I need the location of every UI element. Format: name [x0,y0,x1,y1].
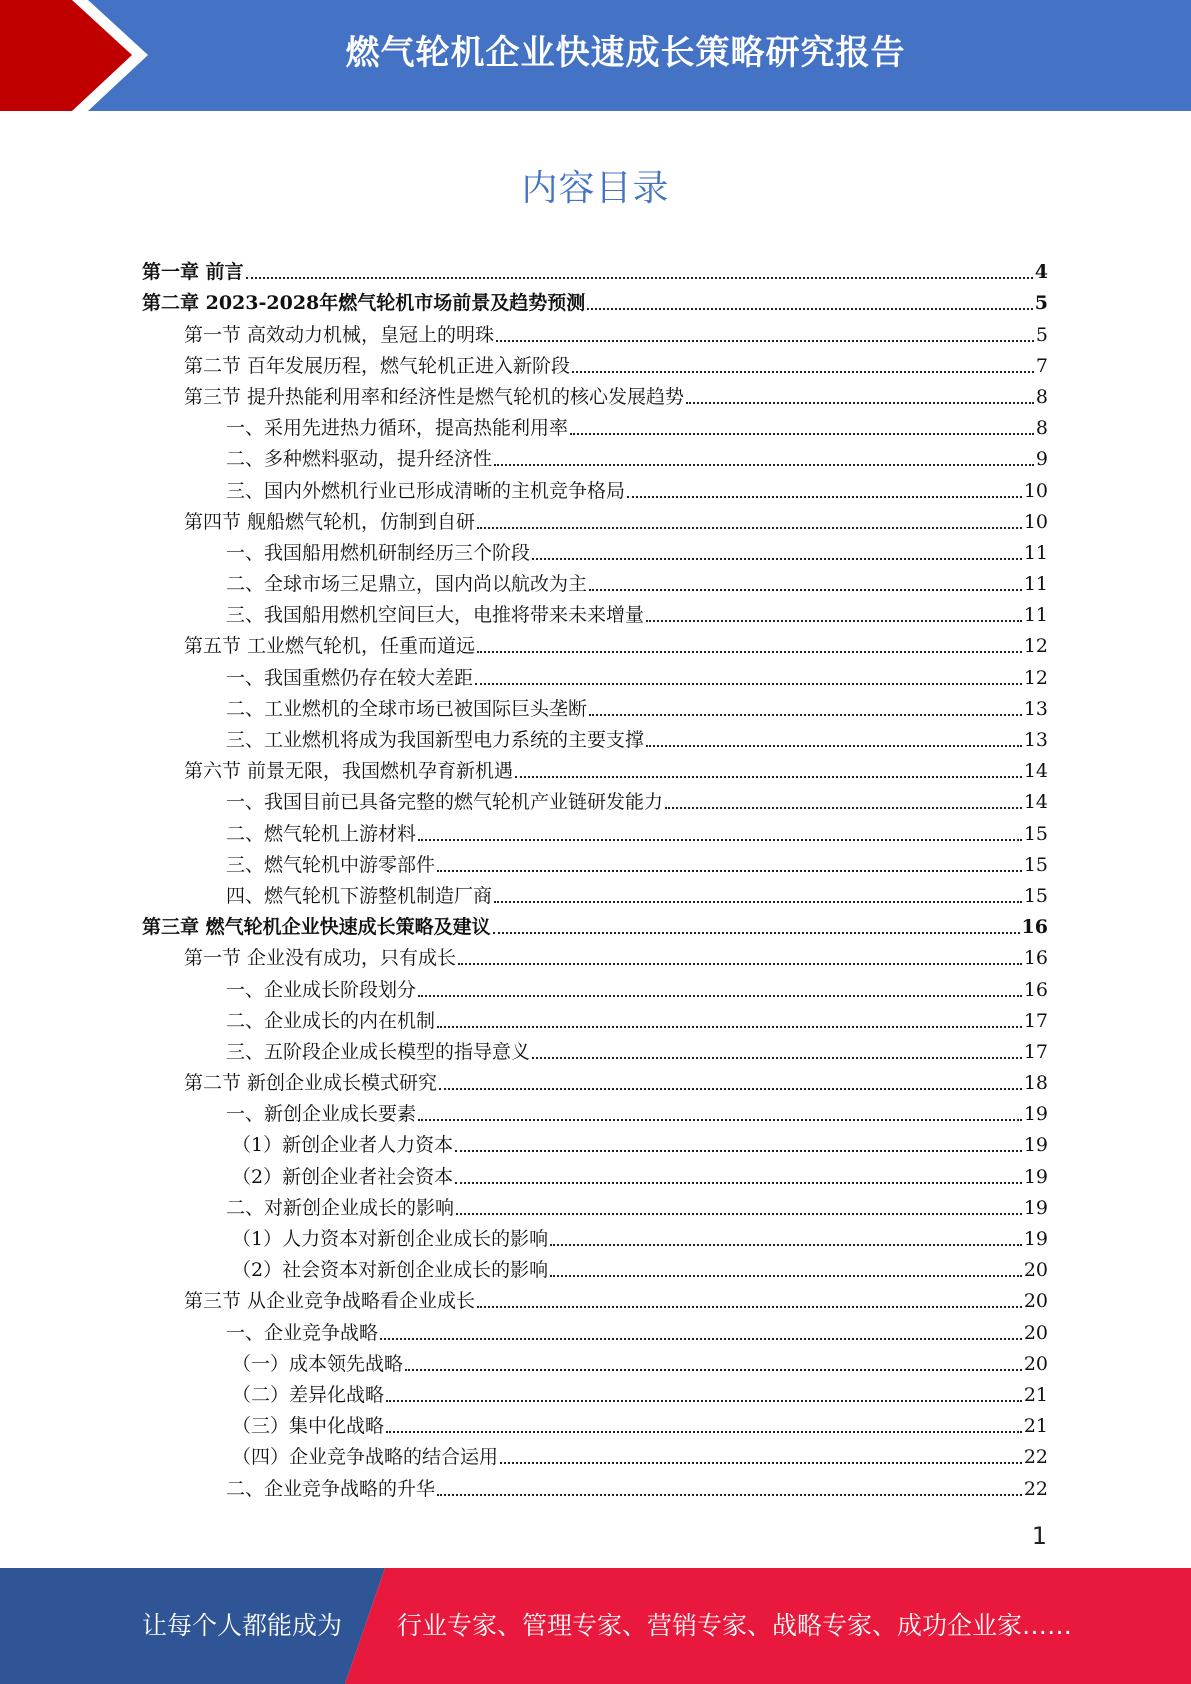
toc-entry-title: （一）成本领先战略 [232,1352,404,1375]
toc-entry-page: 20 [1023,1290,1048,1313]
toc-leader-dots [550,1244,1022,1246]
toc-entry-title: 二、全球市场三足鼎立，国内尚以航改为主 [226,573,588,596]
toc-entry-title: （三）集中化战略 [232,1415,385,1438]
toc-entry-title: （2）社会资本对新创企业成长的影响 [232,1259,549,1282]
toc-leader-dots [570,433,1034,435]
toc-leader-dots [386,1400,1022,1402]
toc-entry-title: 第二节 百年发展历程，燃气轮机正进入新阶段 [184,354,571,377]
toc-entry[interactable] [142,815,1048,846]
toc-entry-page: 4 [1034,261,1048,284]
toc-leader-dots [532,1057,1022,1059]
toc-entry[interactable] [142,1377,1048,1408]
toc-entry-page: 16 [1021,916,1048,939]
toc-entry-page: 21 [1023,1383,1048,1406]
toc-leader-dots [494,464,1034,466]
toc-leader-dots [587,308,1033,310]
toc-leader-dots [458,963,1022,965]
toc-entry-title: 一、采用先进热力循环，提高热能利用率 [226,417,569,440]
toc-entry-page: 19 [1023,1228,1048,1250]
toc-entry[interactable] [142,504,1048,535]
toc-entry-page: 19 [1023,1196,1048,1219]
toc-entry[interactable] [142,784,1048,815]
toc-leader-dots [405,1369,1022,1371]
report-title: 燃气轮机企业快速成长策略研究报告 [345,33,906,73]
toc-entry-page: 11 [1023,541,1048,564]
toc-entry-title: 一、我国目前已具备完整的燃气轮机产业链研发能力 [226,791,664,814]
toc-leader-dots [686,402,1034,404]
toc-entry[interactable] [142,566,1048,597]
toc-leader-dots [589,714,1022,716]
toc-entry-title: 第五节 工业燃气轮机，任重而道远 [184,635,476,658]
toc-entry[interactable] [142,722,1048,753]
toc-entry-page: 7 [1035,354,1048,377]
toc-entry-title: 第二节 新创企业成长模式研究 [184,1072,438,1095]
toc-leader-dots [515,776,1022,778]
toc-entry-page: 13 [1023,697,1048,720]
toc-entry[interactable] [142,1221,1048,1252]
toc-entry[interactable] [142,909,1048,940]
toc-entry-page: 19 [1023,1103,1048,1126]
toc-entry[interactable] [142,1470,1048,1501]
toc-leader-dots [437,870,1022,872]
table-of-contents [142,254,1048,1502]
toc-entry-page: 5 [1035,323,1048,346]
toc-entry-page: 15 [1023,822,1048,845]
toc-entry-page: 14 [1023,791,1048,814]
toc-entry[interactable] [142,1252,1048,1283]
toc-entry-page: 20 [1023,1259,1048,1282]
toc-entry-title: 一、我国船用燃机研制经历三个阶段 [226,541,531,564]
toc-entry[interactable] [142,535,1048,566]
toc-entry-title: 三、国内外燃机行业已形成清晰的主机竞争格局 [226,479,626,502]
footer-slogan-left: 让每个人都能成为 [142,1611,343,1640]
toc-entry-page: 18 [1023,1072,1048,1095]
toc-leader-dots [246,277,1033,279]
toc-entry[interactable] [142,285,1048,316]
toc-entry[interactable] [142,691,1048,722]
toc-entry-title: 第三节 提升热能利用率和经济性是燃气轮机的核心发展趋势 [184,385,685,408]
toc-leader-dots [493,932,1020,934]
toc-entry-title: 二、工业燃机的全球市场已被国际巨头垄断 [226,697,588,720]
toc-entry[interactable] [142,1003,1048,1034]
toc-entry[interactable] [142,659,1048,690]
toc-leader-dots [418,1119,1022,1121]
toc-entry-title: （二）差异化战略 [232,1383,385,1406]
toc-leader-dots [627,496,1022,498]
toc-entry-title: 二、企业成长的内在机制 [226,1009,436,1032]
toc-entry-title: 第二章 2023-2028年燃气轮机市场前景及趋势预测 [142,292,586,315]
toc-leader-dots [475,683,1022,685]
toc-entry-page: 19 [1023,1134,1048,1157]
toc-entry-page: 16 [1023,947,1048,970]
toc-leader-dots [455,1150,1022,1152]
toc-entry-title: 第一节 高效动力机械，皇冠上的明珠 [184,323,495,346]
toc-entry[interactable] [142,1127,1048,1158]
toc-leader-dots [496,340,1034,342]
toc-entry[interactable] [142,597,1048,628]
toc-entry[interactable] [142,1346,1048,1377]
toc-leader-dots [646,745,1022,747]
page-header [0,0,1191,111]
toc-entry-title: 三、五阶段企业成长模型的指导意义 [226,1040,531,1063]
toc-entry-page: 8 [1035,385,1048,408]
toc-leader-dots [455,1182,1022,1184]
toc-entry-title: 第四节 舰船燃气轮机，仿制到自研 [184,510,476,533]
toc-entry-title: 三、燃气轮机中游零部件 [226,853,436,876]
toc-entry-page: 12 [1023,666,1048,689]
toc-leader-dots [500,1462,1022,1464]
toc-entry[interactable] [142,1283,1048,1314]
toc-entry-page: 20 [1023,1321,1048,1344]
toc-leader-dots [380,1338,1022,1340]
toc-entry-title: （四）企业竞争战略的结合运用 [232,1446,499,1469]
toc-leader-dots [646,620,1022,622]
toc-entry-page: 14 [1023,760,1048,783]
toc-entry-title: 二、多种燃料驱动，提升经济性 [226,448,493,471]
toc-leader-dots [437,1026,1022,1028]
toc-entry[interactable] [142,753,1048,784]
toc-entry[interactable] [142,1408,1048,1439]
toc-entry-title: 三、我国船用燃机空间巨大，电推将带来未来增量 [226,604,645,627]
toc-entry-page: 8 [1035,417,1048,440]
toc-entry-page: 17 [1023,1040,1048,1063]
toc-entry[interactable] [142,1190,1048,1221]
toc-entry[interactable] [142,379,1048,410]
toc-entry-page: 17 [1023,1009,1048,1032]
toc-leader-dots [477,527,1022,529]
toc-entry-page: 15 [1023,853,1048,876]
toc-leader-dots [439,1088,1022,1090]
toc-leader-dots [418,839,1022,841]
footer-slogan-right: 行业专家、管理专家、营销专家、战略专家、成功企业家…… [397,1611,1073,1640]
toc-entry-title: 二、对新创企业成长的影响 [226,1196,455,1219]
toc-entry[interactable] [142,1158,1048,1189]
toc-entry-title: （1）人力资本对新创企业成长的影响 [232,1228,549,1250]
toc-entry-page: 19 [1023,1165,1048,1188]
toc-entry-title: 一、企业竞争战略 [226,1321,379,1344]
toc-entry-page: 10 [1023,510,1048,533]
toc-entry[interactable] [142,971,1048,1002]
toc-leader-dots [550,1275,1022,1277]
toc-entry[interactable] [142,628,1048,659]
toc-heading: 内容目录 [521,168,670,209]
toc-entry[interactable] [142,1065,1048,1096]
toc-leader-dots [532,558,1022,560]
toc-leader-dots [589,589,1022,591]
toc-entry[interactable] [142,1096,1048,1127]
toc-entry[interactable] [142,940,1048,971]
toc-leader-dots [572,371,1034,373]
toc-entry-title: 一、新创企业成长要素 [226,1103,417,1126]
toc-leader-dots [477,1306,1022,1308]
toc-leader-dots [456,1213,1022,1215]
toc-entry[interactable] [142,847,1048,878]
toc-entry[interactable] [142,1034,1048,1065]
toc-entry-page: 16 [1023,978,1048,1001]
toc-entry[interactable] [142,1439,1048,1470]
toc-entry-page: 22 [1023,1477,1048,1500]
toc-entry-title: （1）新创企业者人力资本 [232,1134,454,1157]
toc-leader-dots [477,651,1022,653]
toc-entry-page: 9 [1035,448,1048,471]
toc-leader-dots [494,901,1022,903]
toc-entry[interactable] [142,1314,1048,1345]
toc-entry-page: 15 [1023,884,1048,907]
toc-entry-title: 第一节 企业没有成功，只有成长 [184,947,457,970]
toc-entry[interactable] [142,441,1048,472]
toc-entry[interactable] [142,410,1048,441]
toc-entry-page: 10 [1023,479,1048,502]
toc-entry-title: 二、燃气轮机上游材料 [226,822,417,845]
toc-entry[interactable] [142,316,1048,347]
toc-entry-page: 5 [1034,292,1048,315]
toc-leader-dots [386,1431,1022,1433]
toc-leader-dots [665,807,1022,809]
toc-entry-page: 12 [1023,635,1048,658]
toc-leader-dots [437,1494,1022,1496]
toc-entry[interactable] [142,254,1048,285]
toc-entry-title: 一、我国重燃仍存在较大差距 [226,666,474,689]
toc-entry[interactable] [142,472,1048,503]
toc-entry-title: 四、燃气轮机下游整机制造厂商 [226,884,493,907]
toc-entry[interactable] [142,878,1048,909]
page-number: 1 [1031,1522,1047,1550]
toc-entry-page: 20 [1023,1352,1048,1375]
toc-entry-title: 第三章 燃气轮机企业快速成长策略及建议 [142,916,491,939]
toc-leader-dots [418,995,1022,997]
toc-entry-page: 22 [1023,1446,1048,1469]
toc-entry-title: 第一章 前言 [142,261,244,284]
toc-entry-page: 11 [1023,604,1048,627]
toc-entry-title: 第六节 前景无限，我国燃机孕育新机遇 [184,760,514,783]
toc-entry[interactable] [142,348,1048,379]
toc-entry-title: 三、工业燃机将成为我国新型电力系统的主要支撑 [226,729,645,751]
toc-entry-page: 21 [1023,1415,1048,1438]
toc-entry-title: 一、企业成长阶段划分 [226,978,417,1001]
toc-entry-page: 11 [1023,573,1048,596]
toc-entry-page: 13 [1023,729,1048,751]
page-footer [0,1568,1191,1684]
toc-entry-title: （2）新创企业者社会资本 [232,1165,454,1188]
toc-entry-title: 二、企业竞争战略的升华 [226,1477,436,1500]
toc-entry-title: 第三节 从企业竞争战略看企业成长 [184,1290,476,1313]
